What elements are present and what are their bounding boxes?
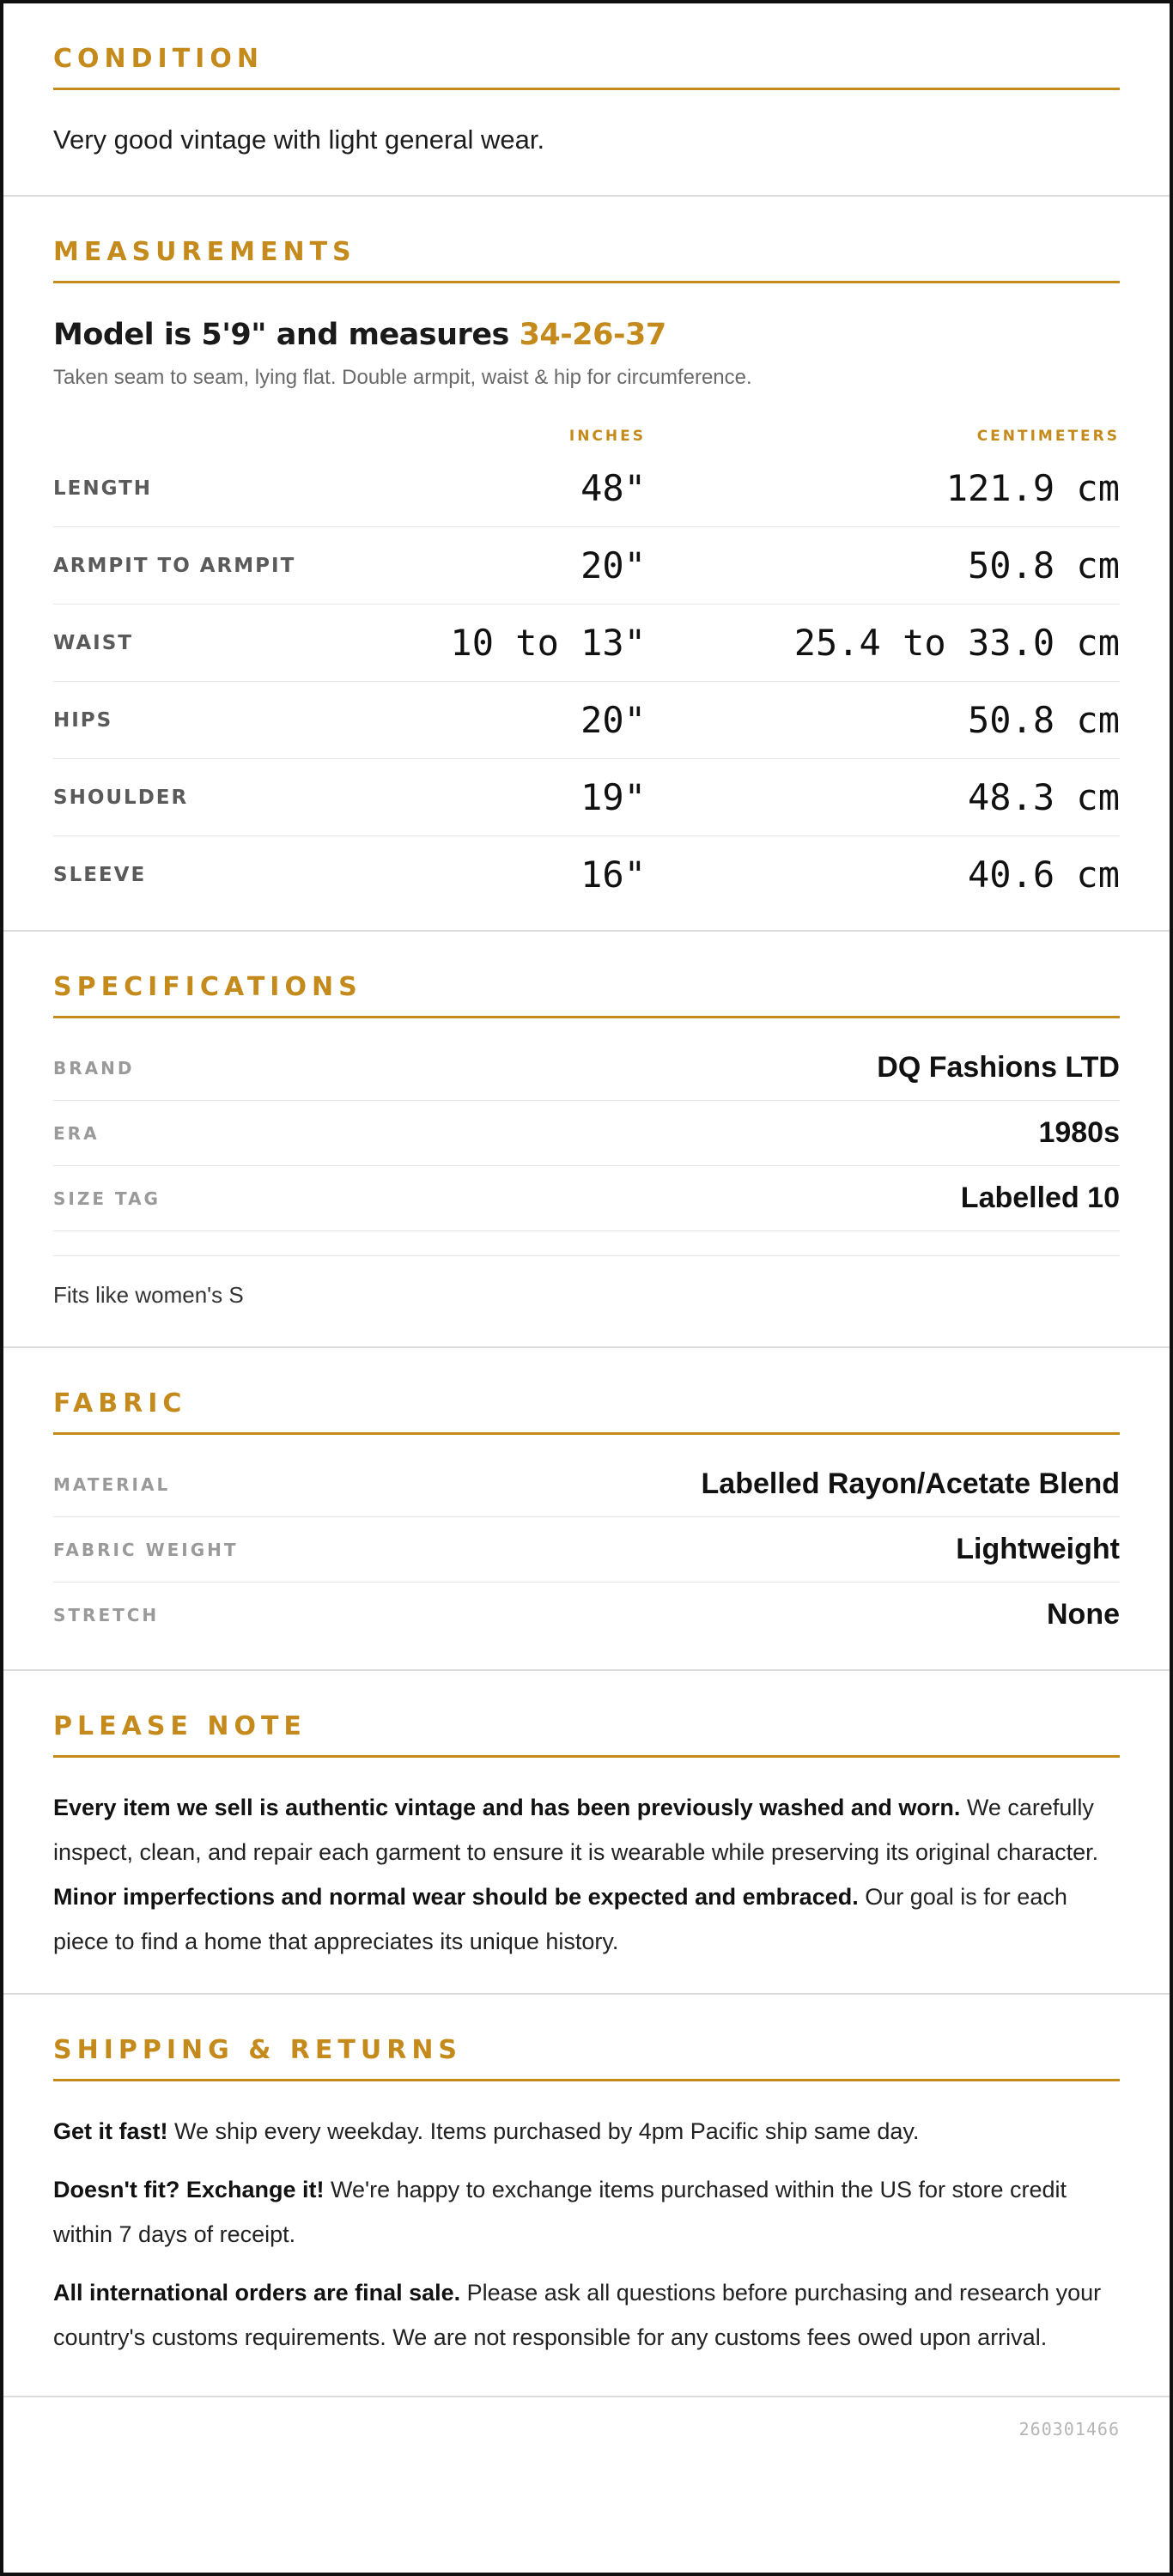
shipping-bold: Get it fast!	[53, 2118, 168, 2144]
measurement-cm: 50.8 cm	[967, 544, 1120, 586]
spec-value: DQ Fashions LTD	[877, 1051, 1120, 1084]
please-note-text	[53, 1758, 1120, 1993]
please-note-section	[3, 1671, 1170, 1995]
measurement-row	[53, 605, 1120, 682]
spec-key: BRAND	[53, 1057, 135, 1078]
fabric-key: FABRIC WEIGHT	[53, 1539, 239, 1560]
spec-value: Labelled 10	[960, 1182, 1120, 1214]
measurements-title: MEASUREMENTS	[53, 240, 1120, 283]
measurement-row	[53, 759, 1120, 836]
measurement-inches: 16"	[580, 854, 646, 896]
measurement-label: SLEEVE	[53, 863, 147, 886]
measurement-row	[53, 836, 1120, 913]
measurement-cm: 25.4 to 33.0 cm	[793, 622, 1120, 664]
measurement-cm: 121.9 cm	[945, 467, 1120, 509]
international-text: Please ask all questions before purchasing and research your country's customs requirements. We are not responsible for any customs fees owed upon arrival.	[53, 2280, 1102, 2350]
measurement-cm: 48.3 cm	[967, 776, 1120, 818]
note-bold-1: Every item we sell is authentic vintage and has been previously washed and worn.	[53, 1795, 961, 1820]
measurement-label: HIPS	[53, 708, 113, 732]
fabric-row	[53, 1517, 1120, 1583]
measurement-inches: 10 to 13"	[450, 622, 646, 664]
spec-key: ERA	[53, 1122, 100, 1144]
specifications-title: SPECIFICATIONS	[53, 975, 1120, 1018]
col-centimeters: CENTIMETERS	[976, 428, 1120, 445]
measurement-label: WAIST	[53, 631, 133, 654]
measurement-label: ARMPIT TO ARMPIT	[53, 554, 296, 577]
condition-section	[3, 3, 1170, 197]
fabric-row	[53, 1583, 1120, 1647]
shipping-section	[3, 1995, 1170, 2397]
spec-key: SIZE TAG	[53, 1188, 161, 1209]
measurements-section	[3, 197, 1170, 932]
measurement-label: SHOULDER	[53, 786, 189, 809]
note-bold-2: Minor imperfections and normal wear should be expected and embraced.	[53, 1884, 859, 1910]
fabric-section	[3, 1348, 1170, 1671]
model-prefix: Model is 5'9" and measures	[53, 318, 520, 352]
measurement-row	[53, 450, 1120, 527]
fabric-row	[53, 1452, 1120, 1517]
measurement-inches: 20"	[580, 699, 646, 741]
measurement-header	[53, 428, 1120, 445]
measurement-table	[53, 445, 1120, 930]
spec-value: 1980s	[1038, 1116, 1120, 1149]
fabric-key: STRETCH	[53, 1604, 160, 1625]
shipping-content	[53, 2081, 1120, 2396]
measurement-inches: 19"	[580, 776, 646, 818]
fabric-value: Lightweight	[956, 1533, 1120, 1565]
shipping-paragraph	[53, 2109, 1120, 2154]
note-text-2: Our goal is for each piece to find a home that appreciates its unique history.	[53, 1884, 1067, 1954]
shipping-title: SHIPPING & RETURNS	[53, 2038, 1120, 2081]
footer	[3, 2397, 1170, 2461]
spec-row	[53, 1101, 1120, 1166]
fit-note: Fits like women's S	[53, 1255, 1120, 1346]
measurement-row	[53, 527, 1120, 605]
fabric-key: MATERIAL	[53, 1473, 171, 1495]
please-note-title: PLEASE NOTE	[53, 1714, 1120, 1758]
measurement-inches: 48"	[580, 467, 646, 509]
model-info	[53, 283, 1120, 352]
spec-row	[53, 1166, 1120, 1231]
fabric-value: Labelled Rayon/Acetate Blend	[701, 1467, 1120, 1500]
shipping-text: We ship every weekday. Items purchased by 4pm Pacific ship same day.	[167, 2118, 920, 2144]
condition-text: Very good vintage with light general wear.	[53, 125, 545, 155]
model-measure: 34-26-37	[519, 318, 666, 352]
measurement-cm: 40.6 cm	[967, 854, 1120, 896]
specifications-list	[53, 1018, 1120, 1231]
measurement-label: LENGTH	[53, 477, 153, 500]
measurement-row	[53, 682, 1120, 759]
note-text-1: We carefully inspect, clean, and repair each garment to ensure it is wearable while preserving its original character.	[53, 1795, 1099, 1865]
col-inches: INCHES	[568, 428, 646, 445]
returns-paragraph	[53, 2167, 1120, 2257]
measurement-note: Taken seam to seam, lying flat. Double armpit, waist & hip for circumference.	[53, 366, 752, 389]
returns-text: We're happy to exchange items purchased within the US for store credit within 7 days of receipt.	[53, 2177, 1067, 2247]
fabric-value: None	[1047, 1598, 1120, 1631]
measurement-cm: 50.8 cm	[967, 699, 1120, 741]
returns-bold: Doesn't fit? Exchange it!	[53, 2177, 325, 2202]
international-bold: All international orders are final sale.	[53, 2280, 461, 2306]
item-id: 260301466	[1018, 2419, 1120, 2439]
international-paragraph	[53, 2270, 1120, 2360]
fabric-list	[53, 1435, 1120, 1669]
specifications-section	[3, 932, 1170, 1348]
condition-title: CONDITION	[53, 46, 1120, 90]
measurement-inches: 20"	[580, 544, 646, 586]
fabric-title: FABRIC	[53, 1391, 1120, 1435]
spec-row	[53, 1036, 1120, 1101]
